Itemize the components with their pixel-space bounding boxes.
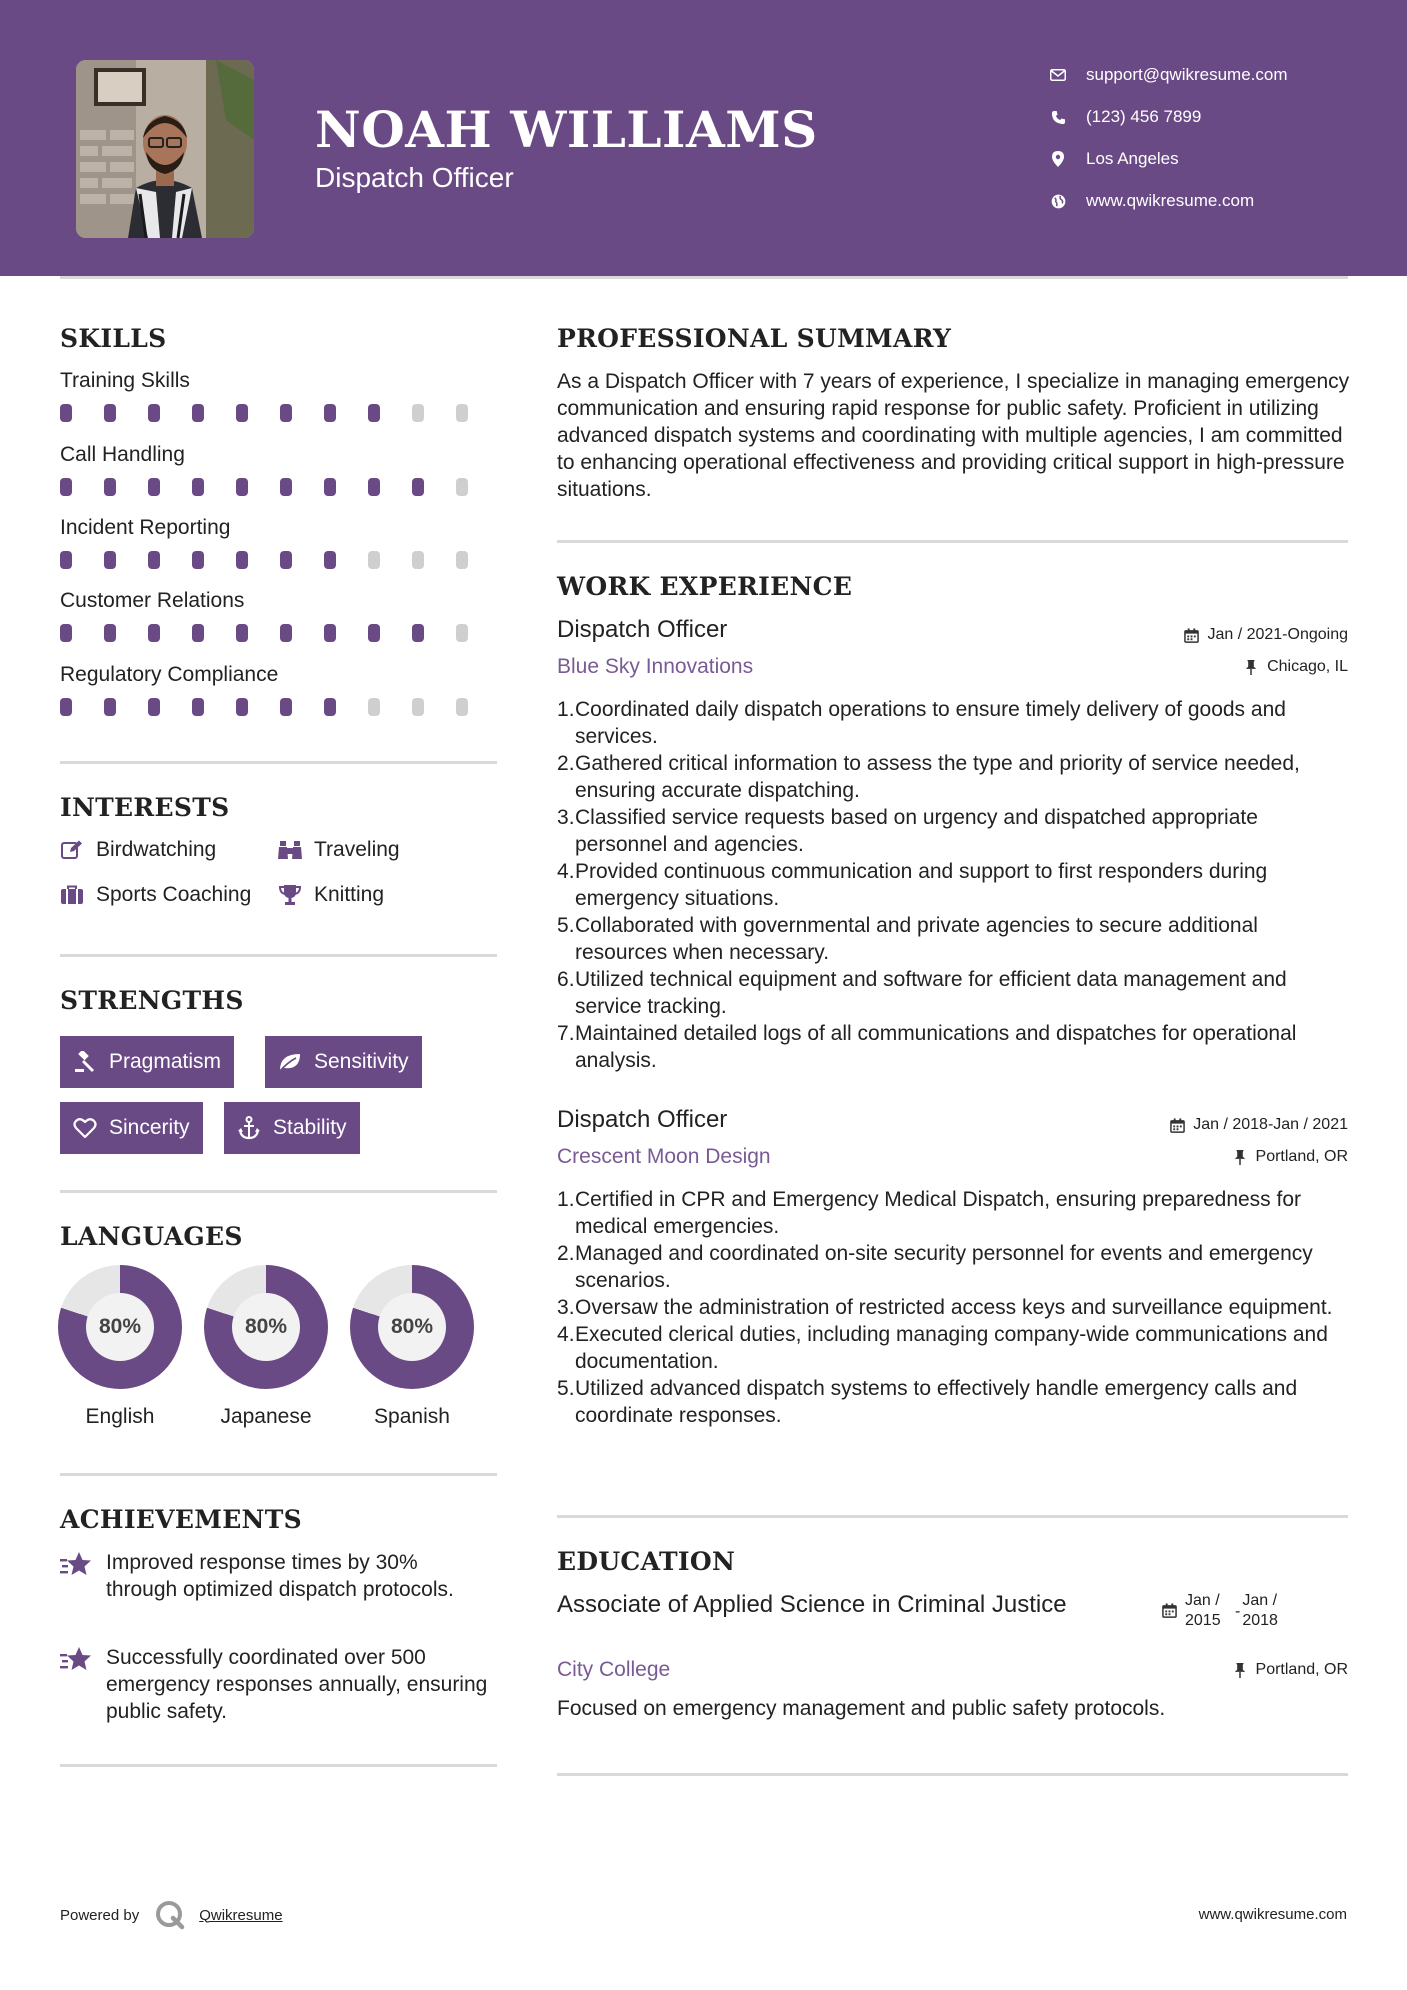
- job-duties-list: [557, 1186, 1352, 1429]
- duty-item: Classified service requests based on urgency and dispatched appropriate personnel and agencies.: [575, 806, 1258, 856]
- achievement-item: [60, 1644, 490, 1725]
- candidate-title: Dispatch Officer: [315, 162, 514, 193]
- section-divider: [557, 1773, 1348, 1776]
- gavel-icon: [73, 1050, 97, 1074]
- job-dates-text: Jan / 2018-Jan / 2021: [1193, 1116, 1348, 1133]
- interest-item: [60, 883, 251, 907]
- duty-item: Collaborated with governmental and private agencies to secure additional resources when necessary.: [575, 914, 1258, 964]
- skill-dot-filled: [324, 551, 336, 569]
- skill-dot-empty: [456, 624, 468, 642]
- skill-item: [60, 366, 500, 422]
- duty-item: Maintained detailed logs of all communications and dispatches for operational analysis.: [575, 1022, 1297, 1072]
- skill-dot-filled: [104, 624, 116, 642]
- duty-item: Utilized technical equipment and software for efficient data management and service tracking.: [575, 968, 1287, 1018]
- job-location-text: Portland, OR: [1255, 1148, 1348, 1165]
- briefcase-icon: [60, 883, 84, 907]
- job-location-text: Chicago, IL: [1267, 658, 1348, 675]
- interest-label: Birdwatching: [96, 838, 217, 861]
- powered-by-label: Powered by: [60, 1906, 140, 1924]
- strength-tag: [60, 1036, 234, 1088]
- language-item: [204, 1265, 328, 1429]
- job-title: Dispatch Officer: [557, 616, 728, 643]
- contact-email-text: support@qwikresume.com: [1086, 65, 1288, 84]
- qwikresume-link[interactable]: Qwikresume: [199, 1906, 283, 1924]
- contact-list: [1048, 54, 1388, 222]
- strength-label: Sensitivity: [314, 1050, 409, 1073]
- leaf-icon: [278, 1050, 302, 1074]
- contact-email[interactable]: [1048, 54, 1388, 96]
- skill-dot-filled: [324, 478, 336, 496]
- skill-item: [60, 660, 500, 716]
- job-duties-list: [557, 696, 1352, 1074]
- education-date-separator: -: [1235, 1603, 1241, 1620]
- calendar-icon: [1183, 627, 1199, 643]
- skill-label: Customer Relations: [60, 589, 245, 612]
- skill-dot-filled: [192, 551, 204, 569]
- language-progress-ring: [204, 1265, 328, 1389]
- duty-item: Oversaw the administration of restricted access keys and surveillance equipment.: [575, 1296, 1333, 1319]
- map-pin-icon: [1048, 149, 1068, 169]
- skills-heading: SKILLS: [60, 324, 167, 353]
- section-divider: [60, 761, 497, 764]
- duty-item: Gathered critical information to assess the type and priority of service needed, ensuring accurate dispatching.: [575, 752, 1300, 802]
- binoculars-icon: [278, 838, 302, 862]
- anchor-icon: [237, 1116, 261, 1140]
- job-location: [1232, 1148, 1348, 1166]
- education-dates: [1161, 1591, 1286, 1631]
- section-divider: [557, 1515, 1348, 1518]
- skill-dot-empty: [368, 698, 380, 716]
- skill-dot-empty: [412, 698, 424, 716]
- skill-dot-empty: [412, 551, 424, 569]
- strength-label: Pragmatism: [109, 1050, 222, 1073]
- skill-dot-filled: [236, 698, 248, 716]
- globe-icon: [1048, 191, 1068, 211]
- skill-dot-empty: [456, 698, 468, 716]
- skill-dot-filled: [148, 624, 160, 642]
- skill-rating: [60, 551, 500, 569]
- skill-dot-filled: [60, 404, 72, 422]
- footer-website[interactable]: www.qwikresume.com: [1198, 1906, 1347, 1923]
- language-name: English: [85, 1405, 155, 1428]
- strengths-heading: STRENGTHS: [60, 986, 244, 1015]
- skill-label: Regulatory Compliance: [60, 663, 279, 686]
- job-dates: [1169, 1116, 1348, 1134]
- skill-item: [60, 440, 500, 496]
- section-divider: [557, 540, 1348, 543]
- skill-dot-filled: [104, 404, 116, 422]
- interest-label: Knitting: [314, 883, 385, 906]
- strength-label: Stability: [273, 1116, 347, 1139]
- skill-dot-filled: [412, 624, 424, 642]
- skill-item: [60, 586, 500, 642]
- section-divider: [60, 1473, 497, 1476]
- languages-heading: LANGUAGES: [60, 1222, 243, 1251]
- language-percent: 80%: [86, 1293, 154, 1361]
- trophy-icon: [278, 883, 302, 907]
- experience-heading: WORK EXPERIENCE: [557, 572, 853, 601]
- language-item: [350, 1265, 474, 1429]
- skill-dot-filled: [104, 551, 116, 569]
- skill-dot-filled: [148, 551, 160, 569]
- skill-dot-filled: [60, 624, 72, 642]
- skill-dot-empty: [456, 551, 468, 569]
- job-dates: [1183, 626, 1348, 644]
- interests-heading: INTERESTS: [60, 793, 230, 822]
- duty-item: Executed clerical duties, including managing company-wide communications and documentation.: [575, 1323, 1328, 1373]
- skill-dot-filled: [236, 478, 248, 496]
- education-description: Focused on emergency management and public safety protocols.: [557, 1697, 1166, 1720]
- skill-rating: [60, 698, 500, 716]
- calendar-icon: [1161, 1602, 1177, 1618]
- skill-rating: [60, 478, 500, 496]
- duty-item: Provided continuous communication and support to first responders during emergency situations.: [575, 860, 1268, 910]
- skill-dot-filled: [148, 478, 160, 496]
- strength-label: Sincerity: [109, 1116, 190, 1139]
- skill-dot-filled: [104, 478, 116, 496]
- skill-dot-filled: [280, 404, 292, 422]
- contact-phone-text: (123) 456 7899: [1086, 107, 1202, 126]
- skill-dot-filled: [368, 404, 380, 422]
- skill-dot-empty: [456, 404, 468, 422]
- education-heading: EDUCATION: [557, 1547, 736, 1576]
- language-progress-ring: [58, 1265, 182, 1389]
- skill-item: [60, 513, 500, 569]
- skill-label: Call Handling: [60, 443, 185, 466]
- job-title: Dispatch Officer: [557, 1106, 728, 1133]
- skill-label: Training Skills: [60, 369, 190, 392]
- footer-powered-by: [60, 1900, 283, 1930]
- skill-dot-filled: [60, 551, 72, 569]
- skill-dot-empty: [412, 404, 424, 422]
- duty-item: Utilized advanced dispatch systems to effectively handle emergency calls and coordinate responses.: [575, 1377, 1298, 1427]
- strength-tag: [60, 1102, 203, 1154]
- skill-dot-empty: [368, 551, 380, 569]
- phone-icon: [1048, 107, 1068, 127]
- language-progress-ring: [350, 1265, 474, 1389]
- skill-dot-filled: [324, 698, 336, 716]
- skill-dot-filled: [104, 698, 116, 716]
- language-item: [58, 1265, 182, 1429]
- degree-title: Associate of Applied Science in Criminal Justice: [557, 1591, 1067, 1618]
- education-location: [1232, 1661, 1348, 1679]
- skill-dot-filled: [280, 478, 292, 496]
- contact-website[interactable]: [1048, 180, 1388, 222]
- calendar-icon: [1169, 1117, 1185, 1133]
- school-name: City College: [557, 1658, 671, 1681]
- contact-location: [1048, 138, 1388, 180]
- pushpin-icon: [1232, 1149, 1248, 1165]
- heart-icon: [73, 1116, 97, 1140]
- education-start-date: Jan / 2015: [1185, 1592, 1221, 1629]
- profile-photo: [76, 60, 254, 238]
- achievement-text: Improved response times by 30% through optimized dispatch protocols.: [106, 1551, 454, 1601]
- skill-rating: [60, 404, 500, 422]
- education-location-text: Portland, OR: [1255, 1661, 1348, 1678]
- summary-heading: PROFESSIONAL SUMMARY: [557, 324, 952, 353]
- achievements-heading: ACHIEVEMENTS: [60, 1505, 302, 1534]
- skill-dot-filled: [192, 698, 204, 716]
- skill-dot-filled: [412, 478, 424, 496]
- company-name: Crescent Moon Design: [557, 1145, 771, 1168]
- duty-item: Certified in CPR and Emergency Medical Dispatch, ensuring preparedness for medical emergencies.: [575, 1188, 1302, 1238]
- section-divider: [60, 1190, 497, 1193]
- duty-item: Managed and coordinated on-site security personnel for events and emergency scenarios.: [575, 1242, 1313, 1292]
- star-icon: [60, 1646, 92, 1674]
- achievement-text: Successfully coordinated over 500 emergency responses annually, ensuring public safety.: [106, 1646, 488, 1723]
- skill-dot-filled: [60, 698, 72, 716]
- contact-location-text: Los Angeles: [1086, 149, 1179, 168]
- skill-dot-filled: [236, 404, 248, 422]
- skill-dot-filled: [192, 404, 204, 422]
- skill-rating: [60, 624, 500, 642]
- strength-tag: [265, 1036, 422, 1088]
- language-percent: 80%: [378, 1293, 446, 1361]
- interest-item: [278, 838, 400, 862]
- language-name: Japanese: [220, 1405, 312, 1428]
- skill-dot-filled: [280, 551, 292, 569]
- skill-dot-filled: [192, 478, 204, 496]
- skill-dot-filled: [236, 551, 248, 569]
- interest-item: [60, 838, 216, 862]
- interest-label: Sports Coaching: [96, 883, 252, 906]
- pushpin-icon: [1232, 1662, 1248, 1678]
- skill-dot-empty: [456, 478, 468, 496]
- skill-dot-filled: [236, 624, 248, 642]
- skill-dot-filled: [148, 404, 160, 422]
- job-location: [1243, 658, 1348, 676]
- language-name: Spanish: [374, 1405, 450, 1428]
- skill-dot-filled: [280, 624, 292, 642]
- summary-text: As a Dispatch Officer with 7 years of experience, I specialize in managing emergency communication and ensuring rapid response for public safety. Proficient in utilizing advanced dispatch systems and coordinating with multiple agencies, I am committed to enhancing operational effectiveness and providing critical support in high-pressure situations.: [557, 370, 1350, 501]
- skill-dot-filled: [148, 698, 160, 716]
- skill-dot-filled: [368, 478, 380, 496]
- duty-item: Coordinated daily dispatch operations to ensure timely delivery of goods and services.: [575, 698, 1286, 748]
- skill-dot-filled: [60, 478, 72, 496]
- contact-phone[interactable]: [1048, 96, 1388, 138]
- header-banner: [0, 0, 1407, 276]
- interest-item: [278, 883, 384, 907]
- skill-dot-filled: [368, 624, 380, 642]
- pencil-square-icon: [60, 838, 84, 862]
- skill-dot-filled: [324, 624, 336, 642]
- candidate-name: NOAH WILLIAMS: [315, 100, 818, 159]
- contact-website-text: www.qwikresume.com: [1086, 191, 1255, 210]
- envelope-icon: [1048, 65, 1068, 85]
- qwikresume-logo-icon: [155, 1900, 185, 1930]
- skill-dot-filled: [192, 624, 204, 642]
- skill-dot-filled: [280, 698, 292, 716]
- pushpin-icon: [1243, 659, 1259, 675]
- achievement-item: [60, 1549, 490, 1603]
- section-divider: [60, 1764, 497, 1767]
- section-divider: [60, 954, 497, 957]
- header-divider: [60, 276, 1348, 279]
- company-name: Blue Sky Innovations: [557, 655, 754, 678]
- interest-label: Traveling: [314, 838, 400, 861]
- strength-tag: [224, 1102, 360, 1154]
- star-icon: [60, 1551, 92, 1579]
- education-end-date: Jan / 2018: [1242, 1592, 1278, 1629]
- job-dates-text: Jan / 2021-Ongoing: [1207, 626, 1348, 643]
- skill-dot-filled: [324, 404, 336, 422]
- skill-label: Incident Reporting: [60, 516, 231, 539]
- language-percent: 80%: [232, 1293, 300, 1361]
